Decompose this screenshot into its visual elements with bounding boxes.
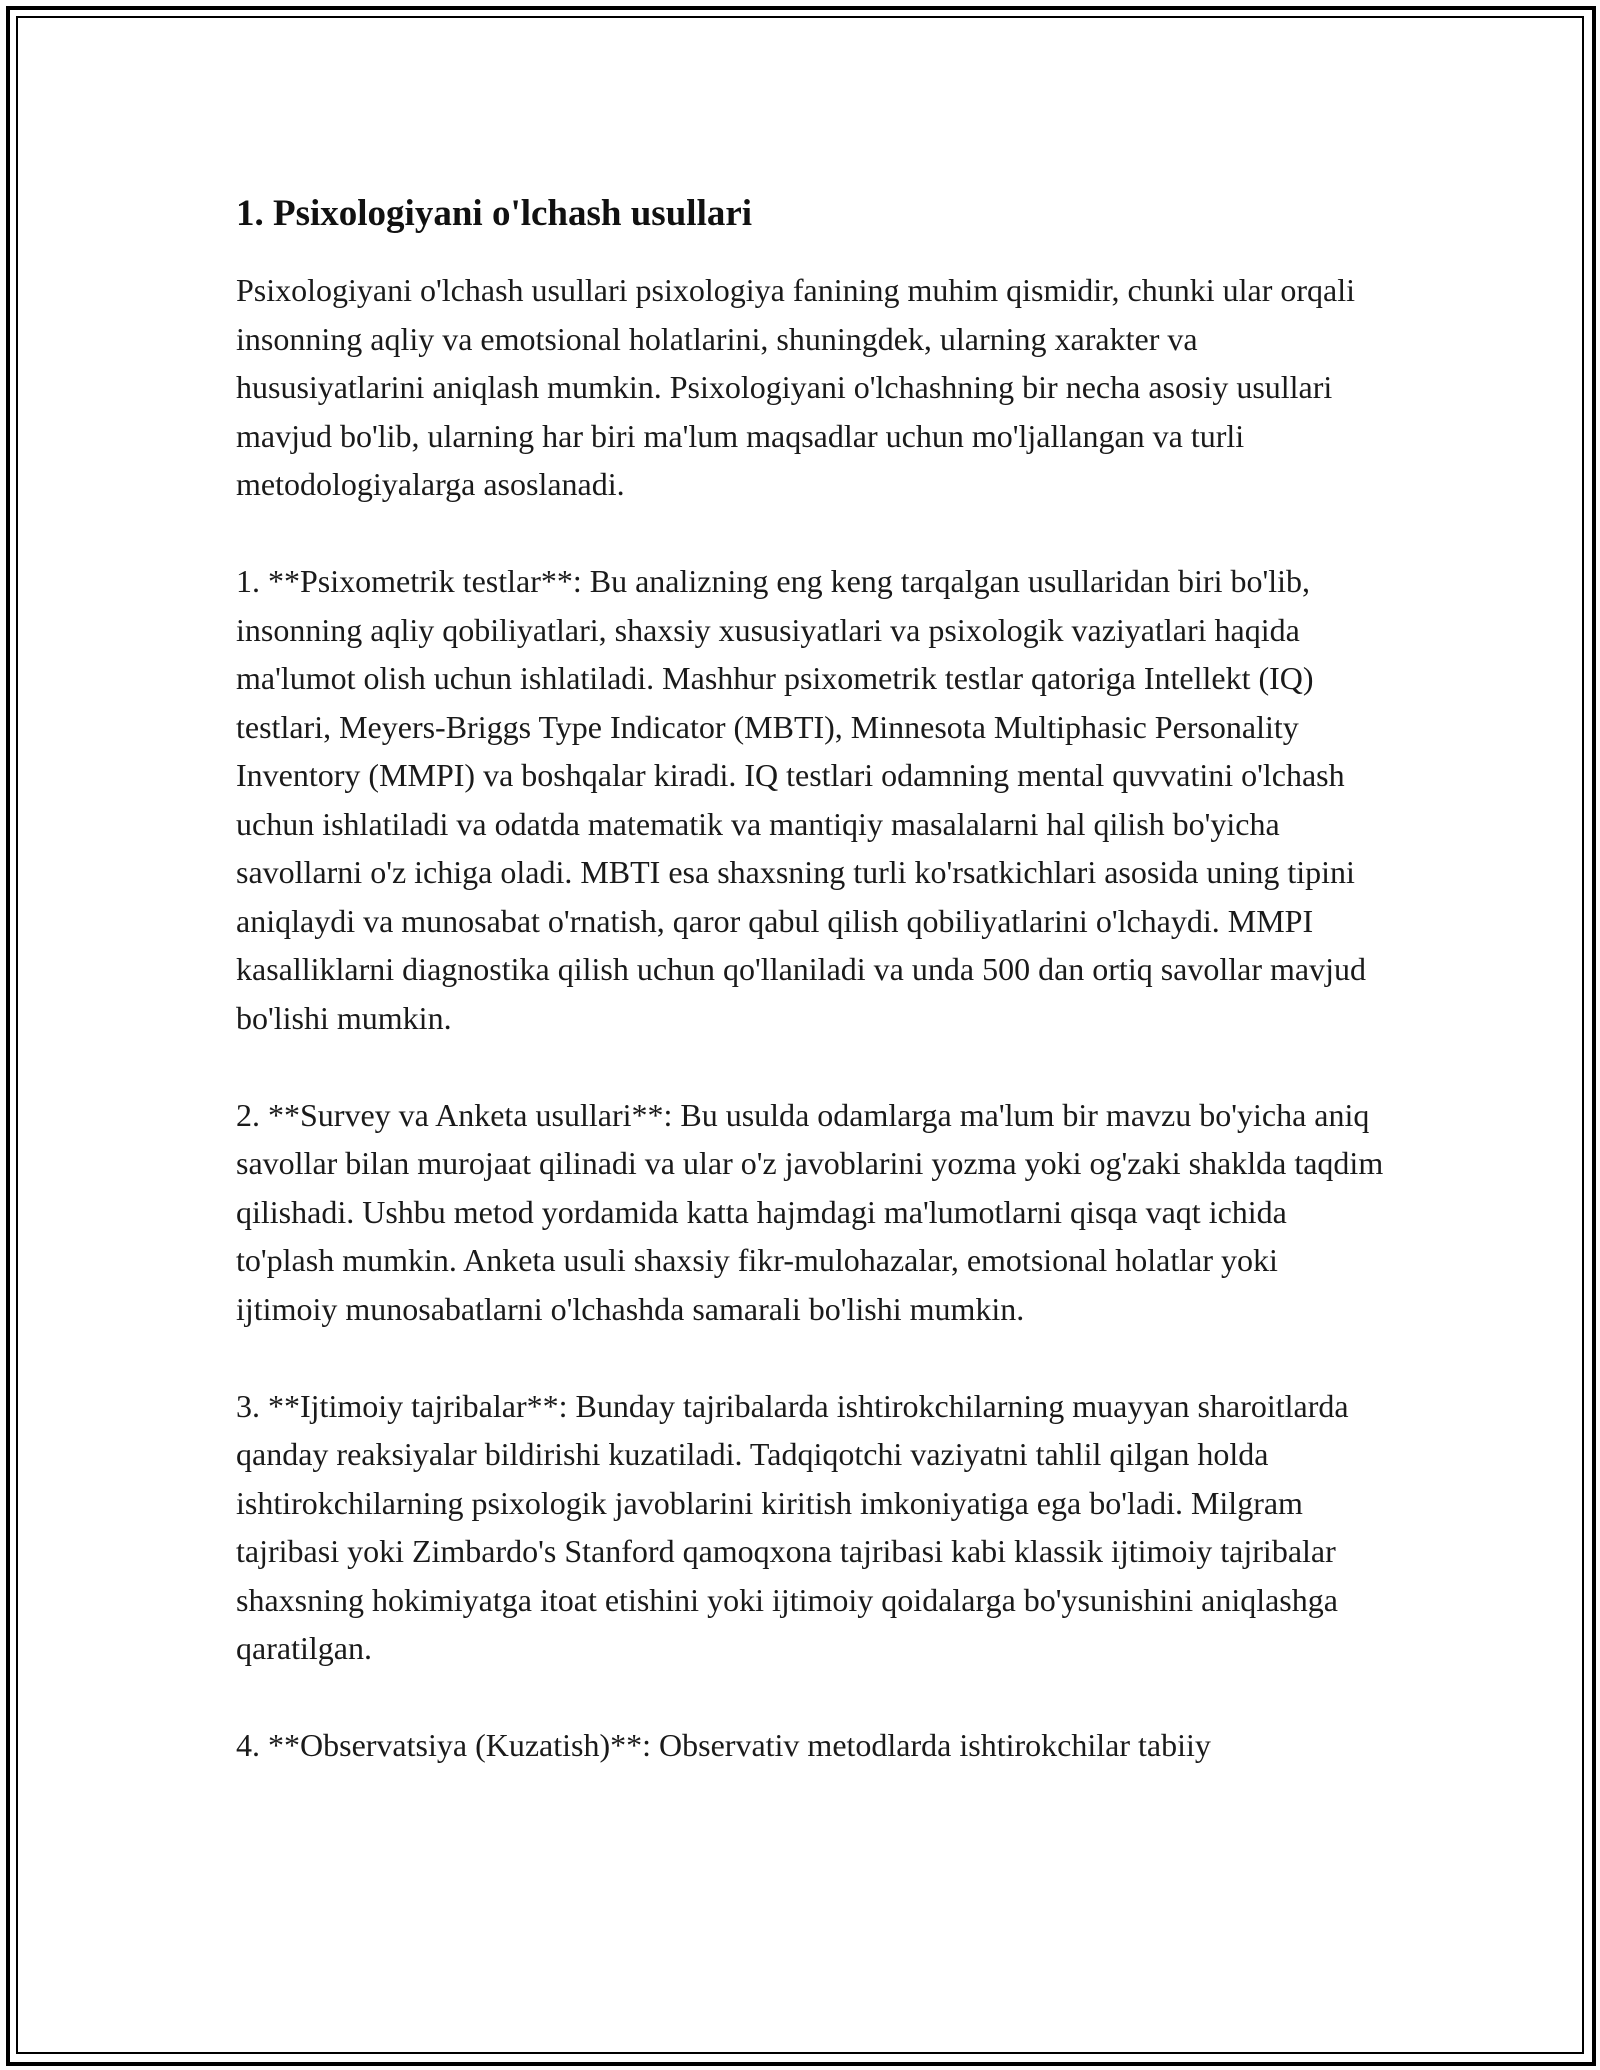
survey-paragraph: 2. **Survey va Anketa usullari**: Bu usulda odamlarga ma'lum bir mavzu bo'yicha aniq savollar bilan murojaat qilinadi va ular o'z javoblarini yozma yoki og'zaki shaklda taqdim qilishadi. Ushbu metod yordamida katta hajmdagi ma'lumotlarni qisqa vaqt ichida to'plash mumkin. Anketa usuli shaxsiy fikr-mulohazalar, emotsional holatlar yoki ijtimoiy munosabatlarni o'lchashda samarali bo'lishi mumkin. — [236, 1096, 1384, 1327]
psychometric-tests-paragraph: 1. **Psixometrik testlar**: Bu analizning eng keng tarqalgan usullaridan biri bo'lib, insonning aqliy qobiliyatlari, shaxsiy xususiyatlari va psixologik vaziyatlari haqida ma'lumot olish uchun ishlatiladi. Mashhur psixometrik testlar qatoriga Intellekt (IQ) testlari, Meyers-Briggs Type Indicator (MBTI), Minnesota Multiphasic Personality Inventory (MMPI) va boshqalar kiradi. IQ testlari odamning mental quvvatini o'lchash uchun ishlatiladi va odatda matematik va mantiqiy masalalarni hal qilish bo'yicha savollarni o'z ichiga oladi. MBTI esa shaxsning turli ko'rsatkichlari asosida uning tipini aniqlaydi va munosabat o'rnatish, qaror qabul qilish qobiliyatlarini o'lchaydi. MMPI kasalliklarni diagnostika qilish uchun qo'llaniladi va unda 500 dan ortiq savollar mavjud bo'lishi mumkin. — [236, 563, 1366, 1036]
section-heading: 1. Psixologiyani o'lchash usullari — [236, 193, 753, 234]
social-experiments-paragraph: 3. **Ijtimoiy tajribalar**: Bunday tajribalarda ishtirokchilarning muayyan sharoitlarda qanday reaksiyalar bildirishi kuzatiladi. Tadqiqotchi vaziyatni tahlil qilgan holda ishtirokchilarning psixologik javoblarini kiritish imkoniyatiga ega bo'ladi. Milgram tajribasi yoki Zimbardo's Stanford qamoqxona tajribasi kabi klassik ijtimoiy tajribalar shaxsning hokimiyatga itoat etishini yoki ijtimoiy qoidalarga bo'ysunishini aniqlashga qaratilgan. — [236, 1387, 1349, 1666]
observation-paragraph: 4. **Observatsiya (Kuzatish)**: Observativ metodlarda ishtirokchilar tabiiy — [236, 1727, 1211, 1763]
document-body — [236, 188, 1386, 1818]
intro-paragraph: Psixologiyani o'lchash usullari psixologiya fanining muhim qismidir, chunki ular orqali insonning aqliy va emotsional holatlarini, shuningdek, ularning xarakter va hususiyatlarini aniqlash mumkin. Psixologiyani o'lchashning bir necha asosiy usullari mavjud bo'lib, ularning har biri ma'lum maqsadlar uchun mo'ljallangan va turli metodologiyalarga asoslanadi. — [236, 272, 1356, 502]
